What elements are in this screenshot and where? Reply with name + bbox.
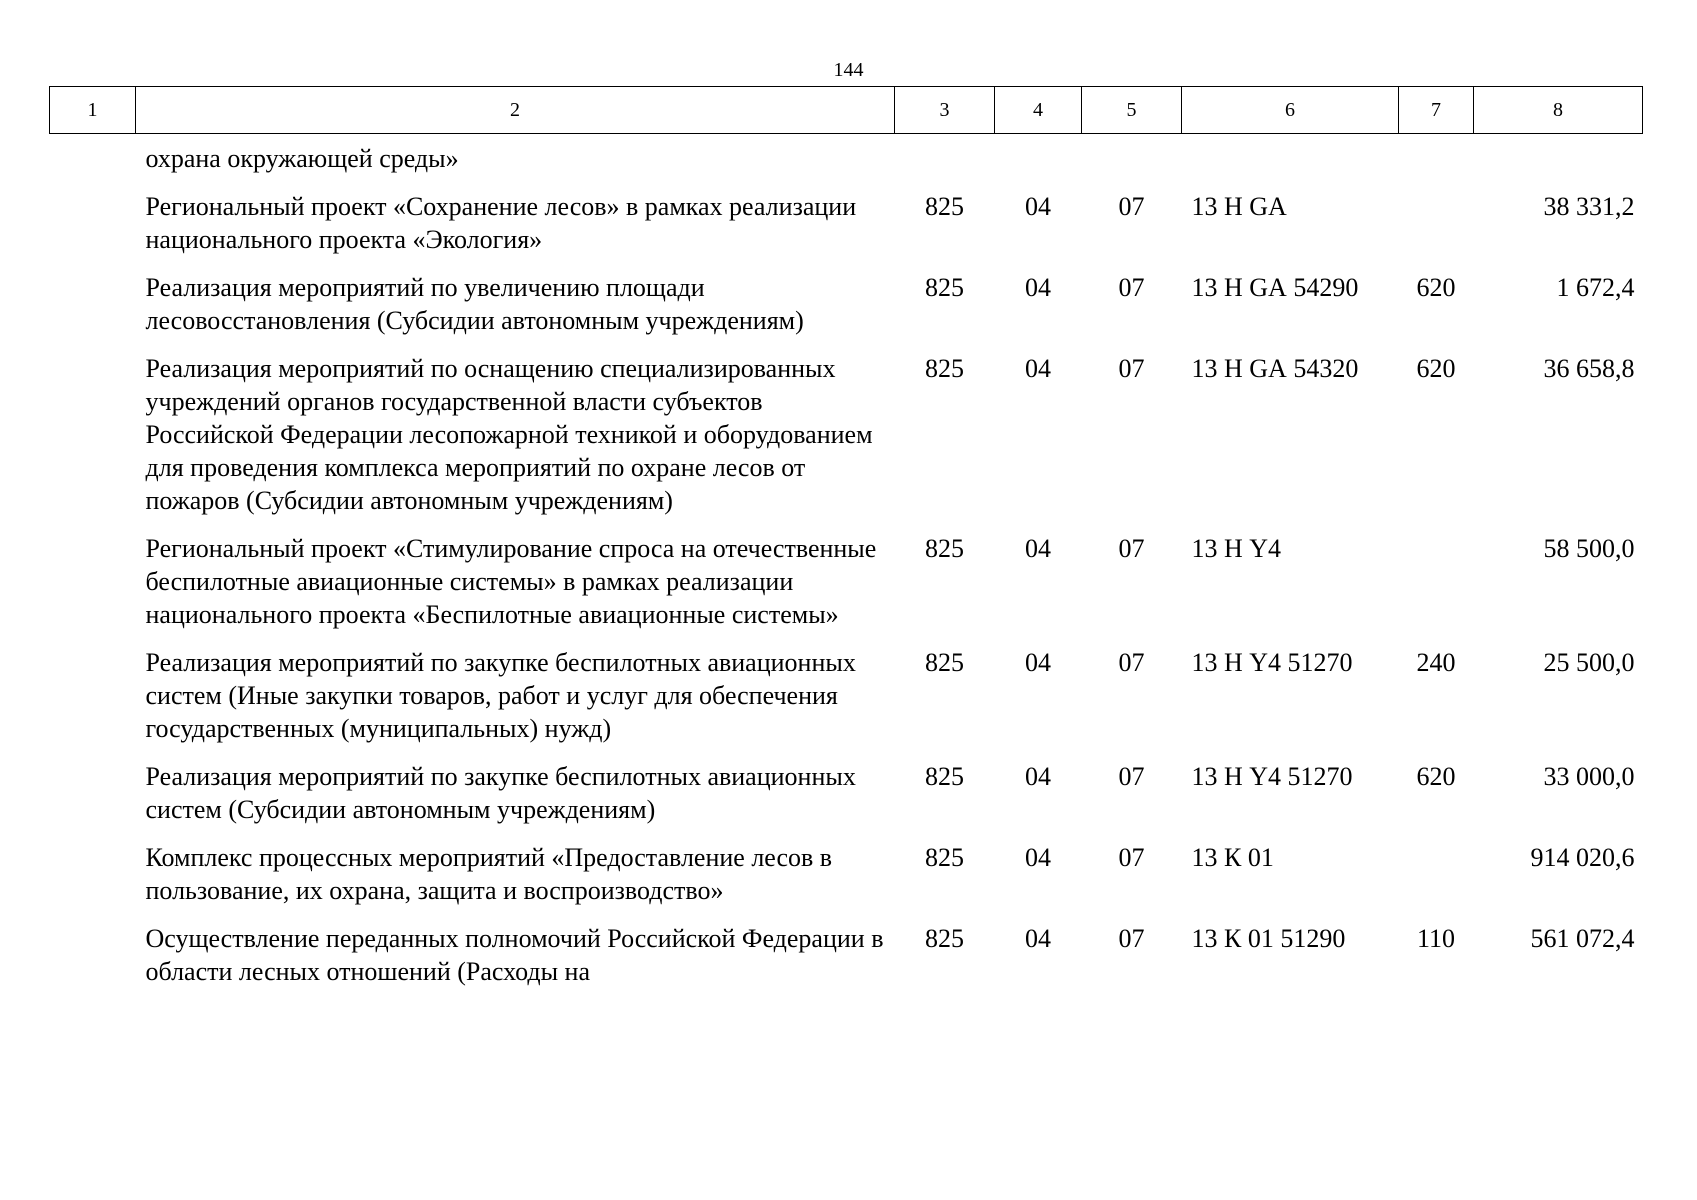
csr-cell [1182,134,1399,191]
col-1-cell [50,271,136,352]
csr-cell: 13 Н Y4 [1191,534,1282,563]
col-1-cell [50,134,136,191]
gr-cell: 825 [925,273,964,302]
header-row [50,87,1643,134]
description-cell: Реализация мероприятий по увеличению площади лесовосстановления (Субсидии автономным учреждениям) [145,273,804,335]
rz-cell: 04 [1025,192,1051,221]
col-1-cell [50,352,136,532]
vr-cell: 620 [1416,762,1456,791]
pr-cell [1082,134,1182,191]
rz-cell: 04 [1025,648,1051,677]
rz-cell: 04 [1025,843,1051,872]
vr-cell: 620 [1416,273,1456,302]
amount-cell: 38 331,2 [1543,192,1635,221]
amount-cell: 561 072,4 [1530,924,1635,953]
table-row [50,190,1643,271]
pr-cell: 07 [1118,354,1145,383]
gr-cell: 825 [925,534,964,563]
pr-cell: 07 [1118,762,1145,791]
amount-cell: 36 658,8 [1543,354,1635,383]
header-cell-7: 7 [1399,87,1474,134]
header-cell-6: 6 [1182,87,1399,134]
vr-cell [1399,134,1474,191]
vr-cell: 620 [1416,354,1456,383]
amount-cell: 33 000,0 [1543,762,1635,791]
table-row [50,646,1643,760]
amount-cell: 914 020,6 [1530,843,1635,872]
header-cell-8: 8 [1474,87,1643,134]
pr-cell: 07 [1118,273,1145,302]
table-body [50,134,1643,1004]
table-row [50,922,1643,1003]
csr-cell: 13 Н GА 54290 [1191,273,1359,302]
description-cell: Реализация мероприятий по закупке беспилотных авиационных систем (Субсидии автономным учреждениям) [145,762,856,824]
pr-cell: 07 [1118,924,1145,953]
col-1-cell [50,760,136,841]
description-cell: охрана окружающей среды» [145,144,459,173]
description-cell: Региональный проект «Сохранение лесов» в рамках реализации национального проекта «Экология» [145,192,857,254]
rz-cell: 04 [1025,273,1051,302]
col-1-cell [50,532,136,646]
rz-cell: 04 [1025,762,1051,791]
csr-cell: 13 К 01 51290 [1191,924,1346,953]
gr-cell [895,134,995,191]
header-cell-1: 1 [50,87,136,134]
table-row [50,352,1643,532]
gr-cell: 825 [925,192,964,221]
amount-cell [1474,134,1643,191]
vr-cell [1399,532,1474,646]
description-cell: Реализация мероприятий по оснащению специализированных учреждений органов государственной власти субъектов Российской Федерации лесопожарной техникой и оборудованием для проведения комплекса мероприятий по охране лесов от пожаров (Субсидии автономным учреждениям) [145,354,873,515]
gr-cell: 825 [925,648,964,677]
amount-cell: 58 500,0 [1543,534,1635,563]
header-cell-2: 2 [136,87,895,134]
header-cell-5: 5 [1082,87,1182,134]
gr-cell: 825 [925,762,964,791]
csr-cell: 13 Н Y4 51270 [1191,648,1353,677]
description-cell: Осуществление переданных полномочий Российской Федерации в области лесных отношений (Расходы на [145,924,884,986]
rz-cell: 04 [1025,534,1051,563]
gr-cell: 825 [925,843,964,872]
rz-cell: 04 [1025,924,1051,953]
rz-cell [995,134,1082,191]
vr-cell: 110 [1416,924,1456,953]
description-cell: Комплекс процессных мероприятий «Предоставление лесов в пользование, их охрана, защита и воспроизводство» [145,843,833,905]
description-cell: Региональный проект «Стимулирование спроса на отечественные беспилотные авиационные системы» в рамках реализации национального проекта «Беспилотные авиационные системы» [145,534,877,629]
header-cell-4: 4 [995,87,1082,134]
table-row [50,134,1643,191]
gr-cell: 825 [925,924,964,953]
table-header [50,87,1643,134]
pr-cell: 07 [1118,648,1145,677]
table-row [50,532,1643,646]
gr-cell: 825 [925,354,964,383]
csr-cell: 13 К 01 [1191,843,1274,872]
amount-cell: 25 500,0 [1543,648,1635,677]
table-row [50,841,1643,922]
csr-cell: 13 Н Y4 51270 [1191,762,1353,791]
csr-cell: 13 Н GА 54320 [1191,354,1359,383]
col-1-cell [50,646,136,760]
vr-cell [1399,190,1474,271]
page-number: 144 [833,59,864,81]
pr-cell: 07 [1118,192,1145,221]
table-row [50,271,1643,352]
header-cell-3: 3 [895,87,995,134]
col-1-cell [50,190,136,271]
amount-cell: 1 672,4 [1556,273,1635,302]
pr-cell: 07 [1118,843,1145,872]
rz-cell: 04 [1025,354,1051,383]
col-1-cell [50,841,136,922]
pr-cell: 07 [1118,534,1145,563]
budget-table [49,86,1643,1003]
table-row [50,760,1643,841]
description-cell: Реализация мероприятий по закупке беспилотных авиационных систем (Иные закупки товаров, работ и услуг для обеспечения государственных (муниципальных) нужд) [145,648,856,743]
col-1-cell [50,922,136,1003]
vr-cell: 240 [1416,648,1456,677]
vr-cell [1399,841,1474,922]
csr-cell: 13 Н GА [1191,192,1287,221]
